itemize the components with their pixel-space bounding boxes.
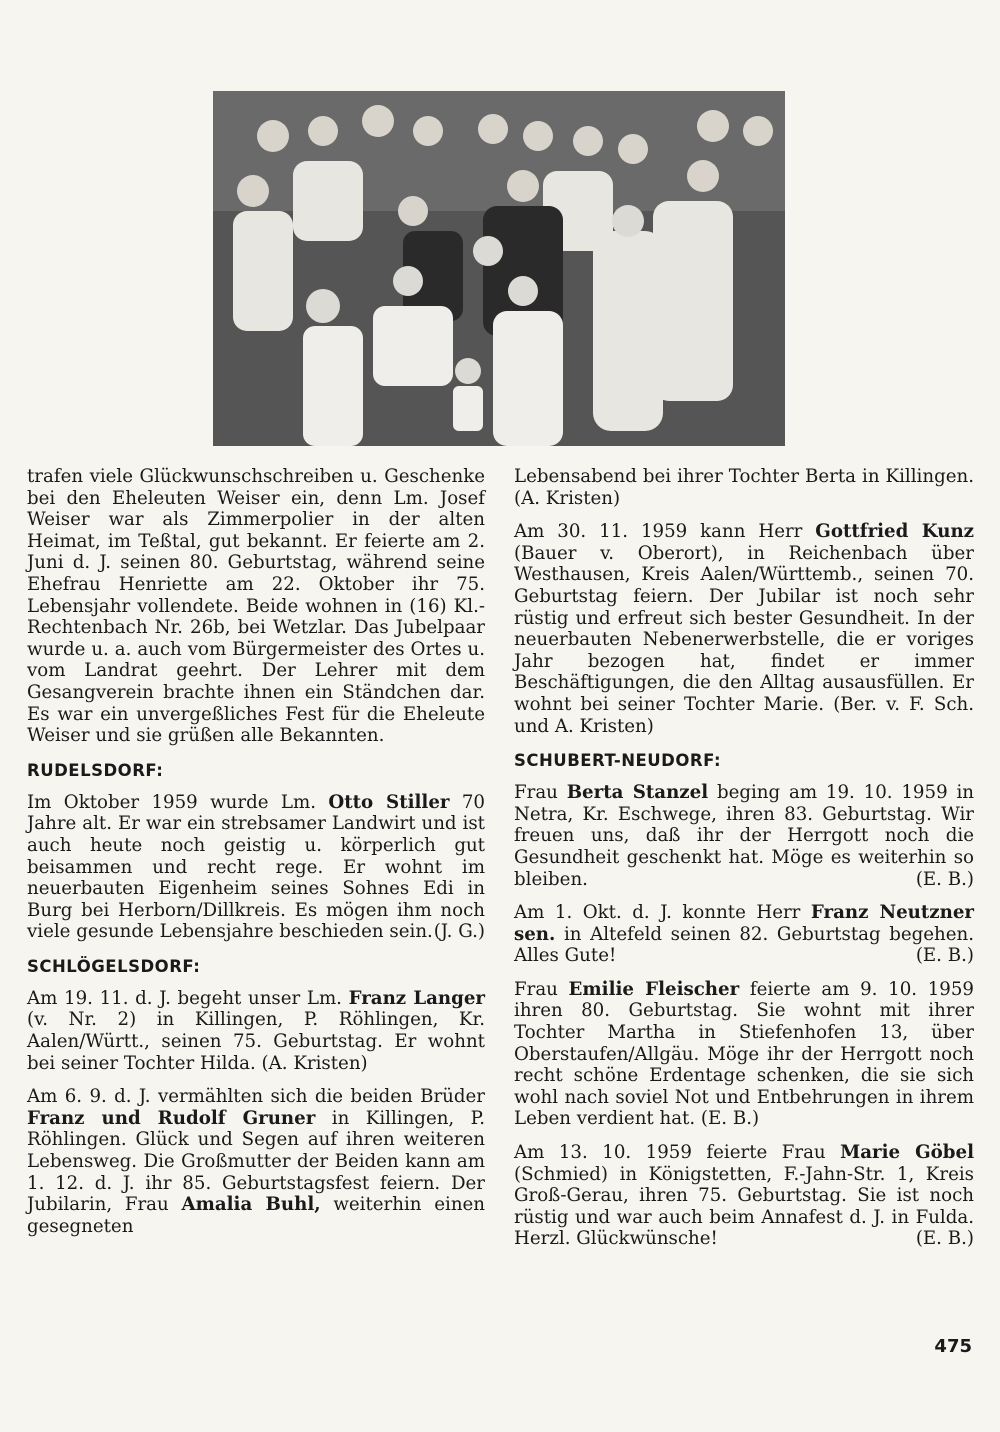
heading-schloegelsdorf: SCHLÖGELSDORF: (27, 956, 201, 976)
article-marie-goebel: Am 13. 10. 1959 feierte Frau Marie Göbel (Schmied) in Königstetten, F.-Jahn-Str. 1, Kreis Groß-Gerau, ihren 75. Geburtstag. Sie ist noch rüstig und war auch beim Annafest d. J. in Fulda. Herzl. Glückwünsche! (E. B.) (514, 1142, 974, 1250)
group-photo (213, 91, 785, 446)
article-franz-neutzner: Am 1. Okt. d. J. konnte Herr Franz Neutzner sen. in Altefeld seinen 82. Geburtstag begehen. Alles Gute! (E. B.) (514, 902, 974, 967)
left-column (27, 466, 485, 1249)
page-number: 475 (934, 1336, 972, 1357)
heading-rudelsdorf: RUDELSDORF: (27, 760, 164, 780)
article-franz-langer: Am 19. 11. d. J. begeht unser Lm. Franz Langer (v. Nr. 2) in Killingen, P. Röhlingen, Kr. Aalen/Württ., seinen 75. Geburtstag. Er wohnt bei seiner Tochter Hilda. (A. Kristen) (27, 987, 485, 1074)
heading-schubert-neudorf: SCHUBERT-NEUDORF: (514, 751, 722, 771)
article-buhl-continued: Lebensabend bei ihrer Tochter Berta in Killingen. (A. Kristen) (514, 466, 974, 509)
article-berta-stanzel: Frau Berta Stanzel beging am 19. 10. 1959 in Netra, Kr. Eschwege, ihren 83. Geburtstag. Wir freuen uns, daß ihr der Herrgott noch die Gesundheit geschenkt hat. Möge es weiterhin so bleiben. (E. B.) (514, 782, 974, 890)
right-column (514, 466, 974, 1262)
article-otto-stiller: Im Oktober 1959 wurde Lm. Otto Stiller 70 Jahre alt. Er war ein strebsamer Landwirt und ist auch heute noch geistig u. körperlich gut beisammen und recht rege. Er wohnt im neuerbauten Eigenheim seines Sohnes Edi in Burg bei Herborn/Dillkreis. Es mögen ihm noch viele gesunde Lebensjahre beschieden sein. (J. G.) (27, 791, 485, 943)
group-photo-image (213, 91, 785, 446)
article-gottfried-kunz: Am 30. 11. 1959 kann Herr Gottfried Kunz (Bauer v. Oberort), in Reichenbach über Westhausen, Kreis Aalen/Württemb., seinen 70. Geburtstag feiern. Der Jubilar ist noch sehr rüstig und erfreut sich bester Gesundheit. In der neuerbauten Nebenerwerbstelle, die er voriges Jahr bezogen hat, findet er immer Beschäftigungen, die den Alltag ausausfüllen. Er wohnt bei seiner Tochter Marie. (Ber. v. F. Sch. und A. Kristen) (514, 521, 974, 737)
article-emilie-fleischer: Frau Emilie Fleischer feierte am 9. 10. 1959 ihren 80. Geburtstag. Sie wohnt mit ihrer Tochter Martha in Stiefenhofen 13, über Oberstaufen/Allgäu. Möge ihr der Herrgott noch recht schöne Erdentage schenken, die sie sich wohl nach soviel Not und Entbehrungen in ihrem Leben verdient hat. (E. B.) (514, 978, 975, 1130)
article-weiser-continued: trafen viele Glückwunschschreiben u. Geschenke bei den Eheleuten Weiser ein, denn Lm. Josef Weiser war als Zimmerpolier in der alten Heimat, im Teßtal, gut bekannt. Er feierte am 2. Juni d. J. seinen 80. Geburtstag, während seine Ehefrau Henriette am 22. Oktober ihr 75. Lebensjahr vollendete. Beide wohnen in (16) Kl.-Rechtenbach Nr. 26b, bei Wetzlar. Das Jubelpaar wurde u. a. auch vom Bürgermeister des Ortes u. vom Landrat geehrt. Der Lehrer mit dem Gesangverein brachte ihnen ein Ständchen dar. Es war ein unvergeßliches Fest für die Eheleute Weiser und sie grüßen alle Bekannten. (27, 466, 485, 747)
article-gruner-buhl: Am 6. 9. d. J. vermählten sich die beiden Brüder Franz und Rudolf Gruner in Killingen, P. Röhlingen. Glück und Segen auf ihren weiteren Lebensweg. Die Großmutter der Beiden kann am 1. 12. d. J. ihr 85. Geburtstagsfest feiern. Der Jubilarin, Frau Amalia Buhl, weiterhin einen gesegneten (27, 1086, 486, 1237)
